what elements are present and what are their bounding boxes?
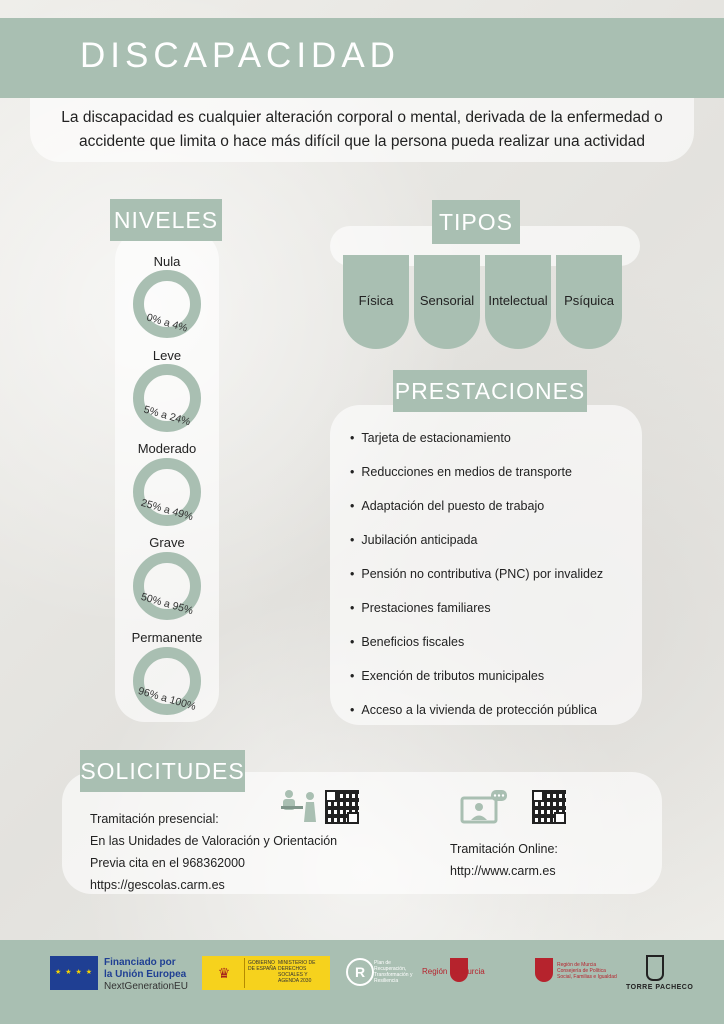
torre-pacheco-text: TORRE PACHECO (626, 984, 694, 991)
online-block (450, 838, 558, 882)
murcia-consejeria-shield-icon (535, 958, 553, 982)
recuperacion-icon: R (346, 958, 374, 986)
tipo-card (343, 255, 409, 349)
presencial-place: En las Unidades de Valoración y Orientación (90, 834, 338, 848)
recuperacion-text: Plan de Recuperación, Transformación y Resiliencia (374, 960, 413, 984)
level-range: 96% a 100% (136, 685, 198, 713)
level-name: Leve (152, 348, 182, 363)
presencial-phone: Previa cita en el 968362000 (90, 856, 245, 870)
murcia-text: Región de Murcia (422, 967, 485, 976)
gobierno-text: GOBIERNO DE ESPAÑA (248, 960, 277, 972)
eu-line3: NextGenerationEU (104, 981, 188, 992)
level-range: 5% a 24% (142, 403, 192, 429)
prestaciones-heading: PRESTACIONES (393, 370, 587, 412)
presencial-link[interactable]: https://gescolas.carm.es (90, 878, 225, 892)
tipos-heading: TIPOS (432, 200, 520, 244)
tipo-label: Intelectual (488, 293, 548, 308)
tipo-label: Sensorial (419, 293, 475, 308)
online-link[interactable]: http://www.carm.es (450, 864, 556, 878)
niveles-heading: NIVELES (110, 199, 222, 241)
presencial-title: Tramitación presencial: (90, 812, 219, 826)
presencial-block (90, 808, 337, 896)
list-item: • Reducciones en medios de transporte (350, 465, 603, 499)
list-item: • Jubilación anticipada (350, 533, 603, 567)
eu-funding-logo (104, 957, 188, 993)
level-name: Permanente (131, 630, 203, 645)
list-item: • Prestaciones familiares (350, 601, 603, 635)
online-meeting-icon (460, 790, 510, 828)
spain-shield-icon: ♛ (204, 958, 245, 988)
list-item: • Tarjeta de estacionamiento (350, 431, 603, 465)
torre-pacheco-shield-icon (646, 955, 664, 981)
level-range: 25% a 49% (139, 496, 195, 524)
online-title: Tramitación Online: (450, 842, 558, 856)
tipo-card (414, 255, 480, 349)
list-item: • Exención de tributos municipales (350, 669, 603, 703)
list-item: • Acceso a la vivienda de protección pública (350, 703, 603, 737)
tipo-label: Física (358, 293, 394, 308)
solicitudes-heading: SOLICITUDES (80, 750, 245, 792)
level-range: 50% a 95% (139, 590, 195, 618)
level-name: Nula (153, 254, 181, 269)
tipo-label: Psíquica (564, 293, 614, 308)
level-name: Moderado (137, 441, 197, 456)
list-item: • Beneficios fiscales (350, 635, 603, 669)
prestaciones-list (350, 431, 603, 737)
eu-line2: la Unión Europea (104, 969, 187, 980)
eu-line1: Financiado por (104, 957, 176, 968)
intro-text: La discapacidad es cualquier alteración corporal o mental, derivada de la enfermedad o accidente que limita o hace más difícil que la persona pueda realizar una actividad (61, 109, 663, 150)
page-title: DISCAPACIDAD (80, 36, 400, 75)
list-item: • Adaptación del puesto de trabajo (350, 499, 603, 533)
level-name: Grave (149, 535, 185, 550)
tipo-card (485, 255, 551, 349)
qr-code-online[interactable] (532, 790, 566, 824)
ministerio-text: MINISTERIO DE DERECHOS SOCIALES Y AGENDA 2030 (278, 960, 316, 984)
level-range: 0% a 4% (145, 311, 189, 335)
eu-flag-icon: ★ ★ ★ ★ (50, 956, 98, 990)
tipo-card (556, 255, 622, 349)
list-item: • Pensión no contributiva (PNC) por invalidez (350, 567, 603, 601)
murcia-consejeria-text: Región de Murcia Consejería de Política Social, Familias e Igualdad (557, 962, 617, 980)
